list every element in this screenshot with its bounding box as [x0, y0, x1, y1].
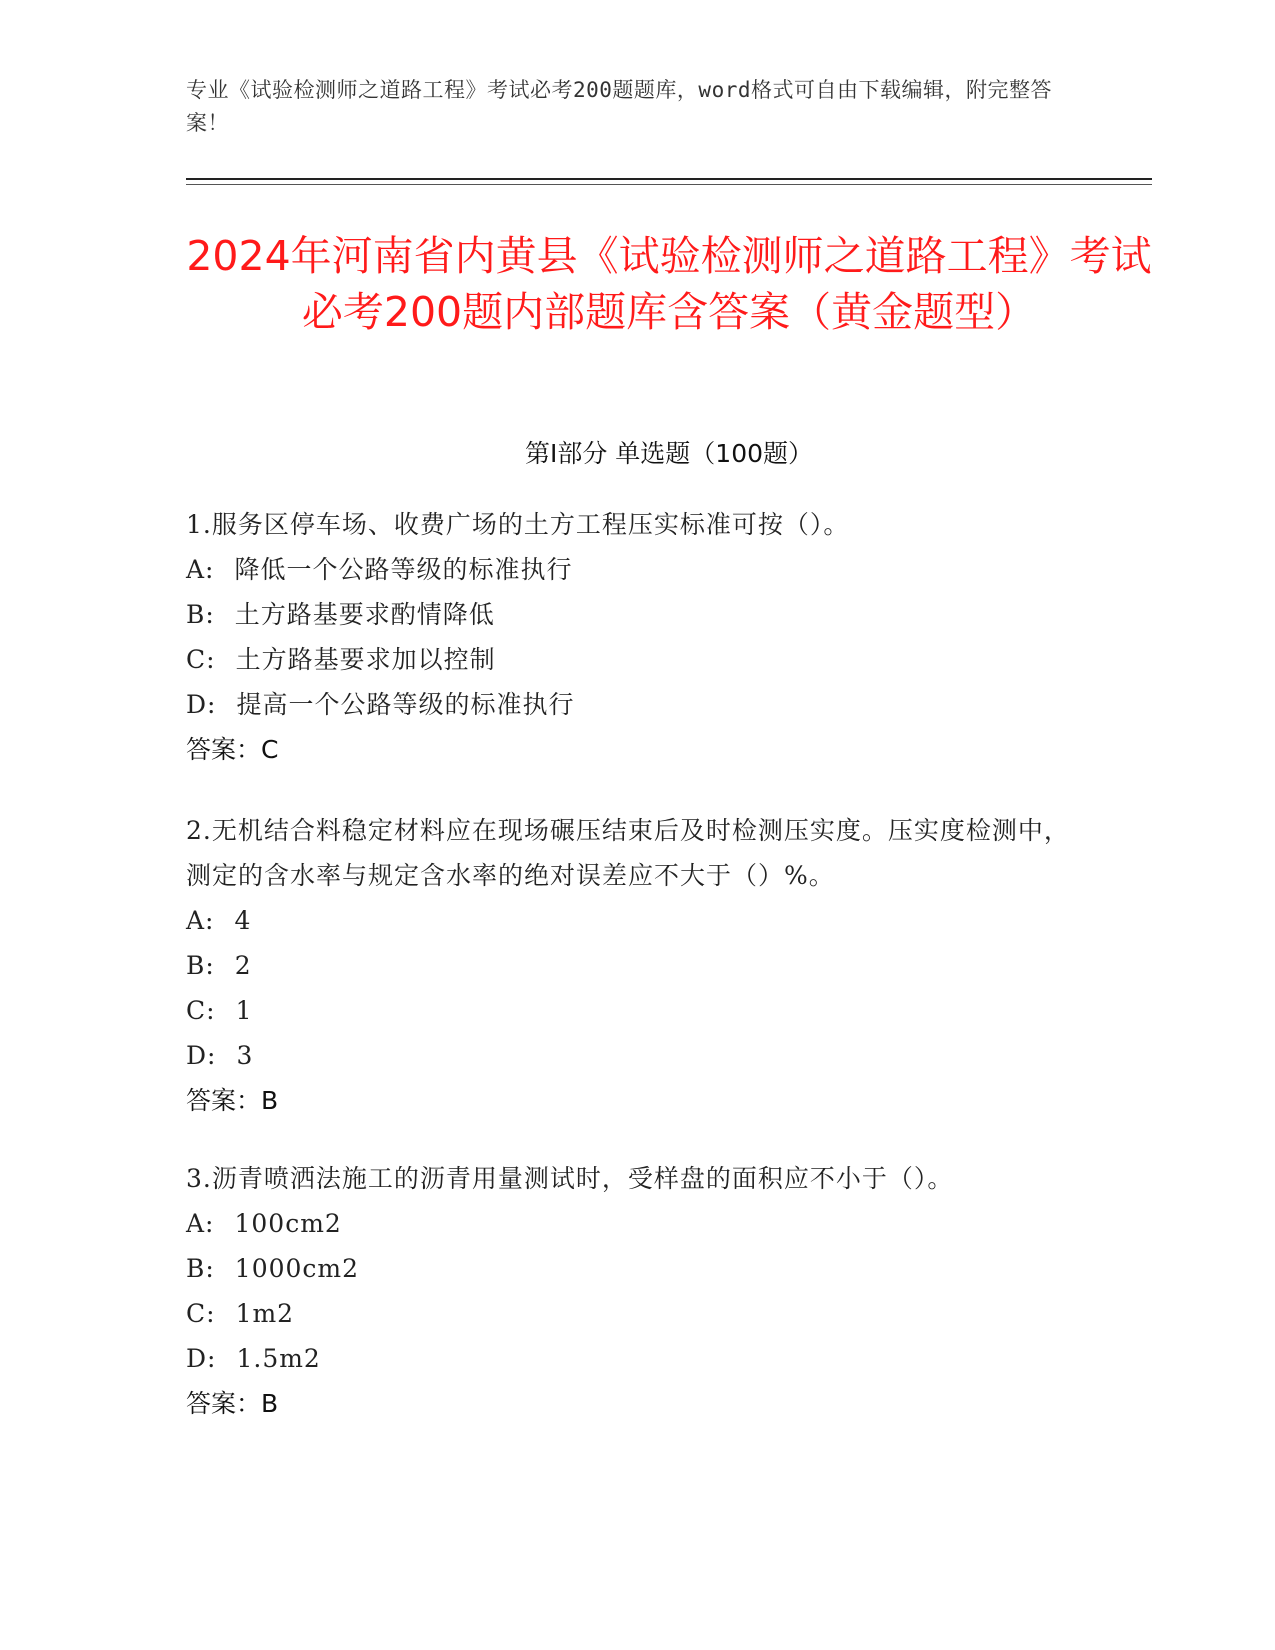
option-letter: D: — [186, 1041, 217, 1070]
option-letter: C: — [186, 996, 216, 1025]
option-letter: B: — [186, 1254, 215, 1283]
option-text: 4 — [234, 906, 252, 935]
option-letter: D: — [186, 690, 217, 719]
option-d — [186, 682, 1086, 727]
document-title: 2024年河南省内黄县《试验检测师之道路工程》考试必考200题内部题库含答案（黄金题型） — [186, 232, 1152, 336]
question-2 — [186, 808, 1086, 1124]
option-c — [186, 988, 1086, 1033]
option-c — [186, 637, 1086, 682]
option-b — [186, 592, 1086, 637]
header-divider-thin — [186, 184, 1152, 185]
header-divider-thick — [186, 178, 1152, 180]
option-letter: A: — [186, 906, 215, 935]
option-d — [186, 1033, 1086, 1078]
option-letter: C: — [186, 1299, 216, 1328]
option-a — [186, 547, 1086, 592]
option-b — [186, 1246, 1086, 1291]
question-stem: 1.服务区停车场、收费广场的土方工程压实标准可按（）。 — [186, 510, 850, 539]
question-stem: 3.沥青喷洒法施工的沥青用量测试时，受样盘的面积应不小于（）。 — [186, 1164, 954, 1193]
option-text: 1000cm2 — [234, 1254, 360, 1283]
option-a — [186, 1201, 1086, 1246]
option-c — [186, 1291, 1086, 1336]
option-text: 1 — [235, 996, 253, 1025]
option-letter: C: — [186, 645, 216, 674]
option-text: 3 — [236, 1041, 254, 1070]
option-text: 1m2 — [235, 1299, 295, 1328]
option-a — [186, 898, 1086, 943]
option-b — [186, 943, 1086, 988]
option-d — [186, 1336, 1086, 1381]
question-3 — [186, 1156, 1086, 1427]
header-note: 专业《试验检测师之道路工程》考试必考200题题库，word格式可自由下载编辑，附完整答案！ — [186, 78, 1052, 135]
section-title: 第I部分 单选题（100题） — [524, 439, 814, 468]
answer-label: 答案：B — [186, 1086, 279, 1115]
answer-label: 答案：C — [186, 735, 279, 764]
option-text: 100cm2 — [234, 1209, 342, 1238]
option-letter: B: — [186, 951, 215, 980]
option-letter: A: — [186, 555, 215, 584]
answer-label: 答案：B — [186, 1389, 279, 1418]
option-text: 提高一个公路等级的标准执行 — [236, 690, 575, 719]
option-letter: D: — [186, 1344, 217, 1373]
option-text: 1.5m2 — [236, 1344, 321, 1373]
option-text: 2 — [234, 951, 252, 980]
option-text: 土方路基要求加以控制 — [235, 645, 496, 674]
option-letter: A: — [186, 1209, 215, 1238]
option-letter: B: — [186, 600, 215, 629]
question-1 — [186, 502, 1086, 773]
option-text: 土方路基要求酌情降低 — [234, 600, 495, 629]
question-stem: 2.无机结合料稳定材料应在现场碾压结束后及时检测压实度。压实度检测中，测定的含水率与规定含水率的绝对误差应不大于（）%。 — [186, 816, 1070, 890]
option-text: 降低一个公路等级的标准执行 — [234, 555, 573, 584]
